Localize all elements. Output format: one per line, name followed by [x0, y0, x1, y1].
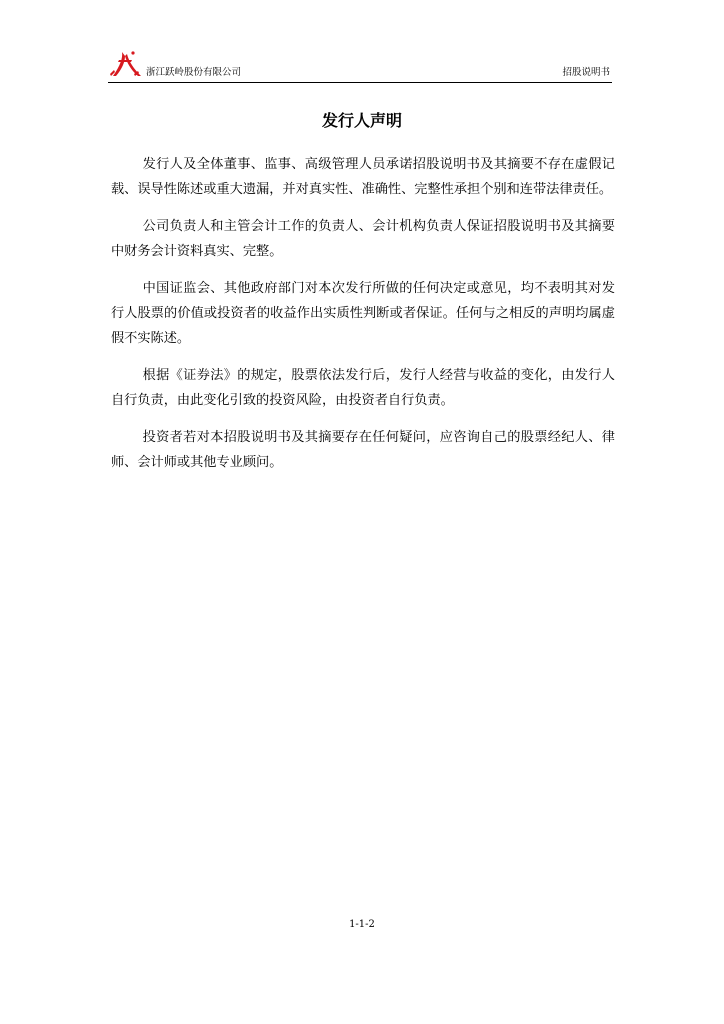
statement-body: [111, 152, 615, 487]
page-header: [108, 48, 612, 83]
page-number: 1-1-2: [349, 919, 375, 930]
document-type: 招股说明书: [562, 67, 610, 78]
company-name: 浙江跃岭股份有限公司: [146, 67, 242, 78]
yueling-logo-icon: [108, 48, 144, 80]
statement-paragraph: 投资者若对本招股说明书及其摘要存在任何疑问，应咨询自己的股票经纪人、律师、会计师或其他专业顾问。: [111, 430, 615, 470]
statement-paragraph: 根据《证券法》的规定，股票依法发行后，发行人经营与收益的变化，由发行人自行负责，由此变化引致的投资风险，由投资者自行负责。: [111, 368, 615, 408]
statement-paragraph: 公司负责人和主管会计工作的负责人、会计机构负责人保证招股说明书及其摘要中财务会计资料真实、完整。: [111, 219, 615, 259]
statement-paragraph: 中国证监会、其他政府部门对本次发行所做的任何决定或意见，均不表明其对发行人股票的价值或投资者的收益作出实质性判断或者保证。任何与之相反的声明均属虚假不实陈述。: [111, 281, 615, 346]
page-title: 发行人声明: [321, 111, 402, 130]
statement-paragraph: 发行人及全体董事、监事、高级管理人员承诺招股说明书及其摘要不存在虚假记载、误导性陈述或重大遗漏，并对真实性、准确性、完整性承担个别和连带法律责任。: [111, 157, 615, 197]
